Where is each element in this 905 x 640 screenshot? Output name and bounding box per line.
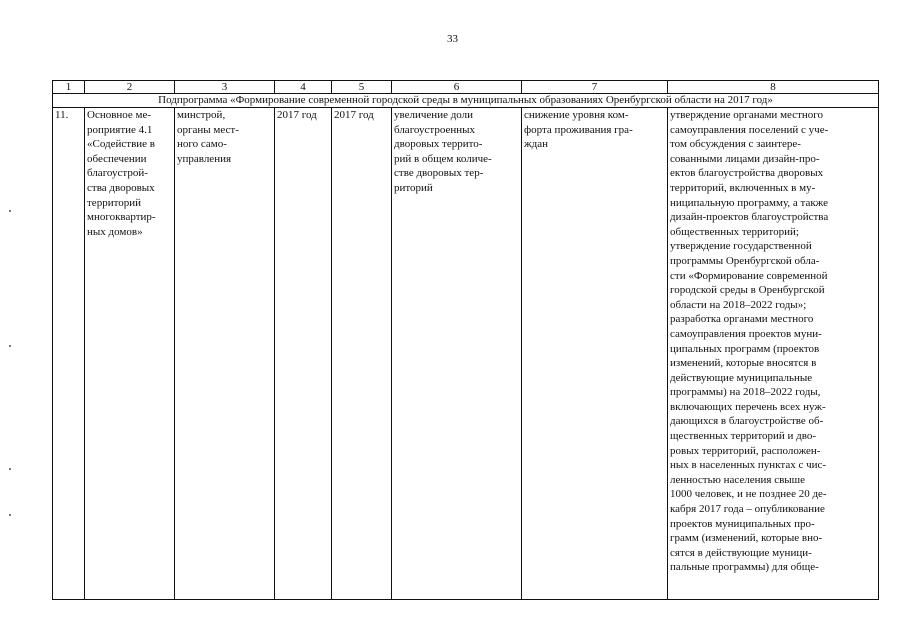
column-header: 5 bbox=[332, 81, 392, 94]
column-header: 4 bbox=[275, 81, 332, 94]
row-number: 11. bbox=[53, 108, 85, 600]
indicator: увеличение доли благоустроенных дворовых террито- рий в общем количе- стве дворовых тер- риторий bbox=[392, 108, 522, 600]
scan-mark bbox=[9, 514, 11, 516]
end-year: 2017 год bbox=[332, 108, 392, 600]
scan-mark bbox=[9, 210, 11, 212]
actions: утверждение органами местного самоуправления поселений с уче- том обсуждения с заинтере- сованными лицами дизайн-про- ектов благоустройства дворовых территорий, включенных в му- ниципальную программу, а также дизайн-проектов благоустройства общественных территорий; утверждение государственной программы Оренбургской обла- сти «Формирование современной городской среды в Оренбургской области на 2018–2022 годы»; разработка органами местного самоуправления проектов муни- ципальных программ (проектов изменений, которые вносятся в действующие муниципальные программы) на 2018–2022 годы, включающих перечень всех нуж- дающихся в благоустройстве об- щественных территорий и дво- ровых территорий, расположен- ных в населенных пунктах с чис- ленностью населения свыше 1000 человек, и не позднее 20 де- кабря 2017 года – опубликование проектов муниципальных про- грамм (изменений, которые вно- сятся в действующие муници- пальные программы) для обще- bbox=[668, 108, 879, 600]
column-header: 3 bbox=[175, 81, 275, 94]
column-header: 6 bbox=[392, 81, 522, 94]
event-name: Основное ме- роприятие 4.1 «Содействие в обеспечении благоустрой- ства дворовых территорий многоквартир- ных домов» bbox=[85, 108, 175, 600]
program-table bbox=[52, 80, 879, 600]
table-row bbox=[53, 108, 879, 600]
column-header: 2 bbox=[85, 81, 175, 94]
executors: минстрой, органы мест- ного само- управления bbox=[175, 108, 275, 600]
subprogram-title: Подпрограмма «Формирование современной городской среды в муниципальных образованиях Оренбургской области на 2017 год» bbox=[53, 94, 879, 108]
scan-mark bbox=[9, 468, 11, 470]
subprogram-row bbox=[53, 94, 879, 108]
column-header: 7 bbox=[522, 81, 668, 94]
column-header: 8 bbox=[668, 81, 879, 94]
scan-mark bbox=[9, 345, 11, 347]
start-year: 2017 год bbox=[275, 108, 332, 600]
page-number: 33 bbox=[447, 33, 458, 45]
header-row bbox=[53, 81, 879, 94]
expected-result: снижение уровня ком- форта проживания гра- ждан bbox=[522, 108, 668, 600]
column-header: 1 bbox=[53, 81, 85, 94]
